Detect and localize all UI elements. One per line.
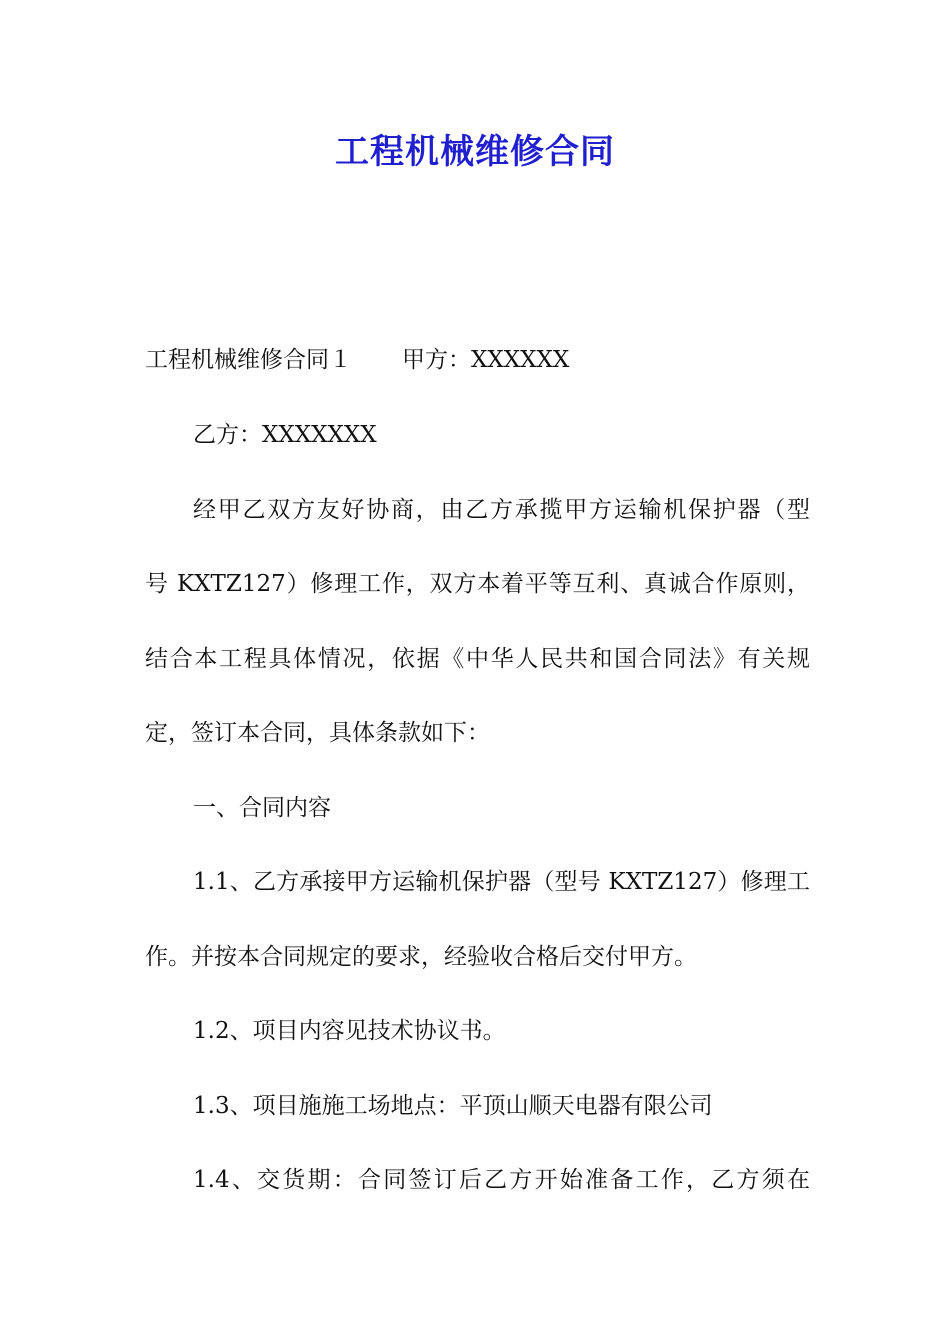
- clause-1-1-line-2: 作。并按本合同规定的要求，经验收合格后交付甲方。: [145, 944, 697, 970]
- header-line: [145, 344, 810, 376]
- clause-1-1-line-1: 1.1、乙方承接甲方运输机保护器（型号 KXTZ127）修理工: [193, 869, 810, 895]
- clause-1-3: 1.3、项目施施工场地点：平顶山顺天电器有限公司: [193, 1093, 713, 1119]
- clause-1-4: 1.4、交货期：合同签订后乙方开始准备工作，乙方须在: [193, 1167, 810, 1193]
- intro-line-1: 经甲乙双方友好协商，由乙方承揽甲方运输机保护器（型: [193, 497, 810, 523]
- document-title: 工程机械维修合同: [335, 132, 615, 172]
- contract-name: 工程机械维修合同１: [145, 347, 352, 373]
- intro-line-4: 定，签订本合同，具体条款如下：: [145, 720, 490, 746]
- intro-line-3: 结合本工程具体情况，依据《中华人民共和国合同法》有关规: [145, 646, 810, 672]
- party-a: 甲方：XXXXXX: [402, 347, 570, 373]
- party-b: 乙方：XXXXXXX: [193, 422, 377, 448]
- section-1-heading: 一、合同内容: [193, 795, 331, 821]
- intro-line-2: 号 KXTZ127）修理工作，双方本着平等互利、真诚合作原则，: [145, 571, 810, 597]
- clause-1-2: 1.2、项目内容见技术协议书。: [193, 1018, 506, 1044]
